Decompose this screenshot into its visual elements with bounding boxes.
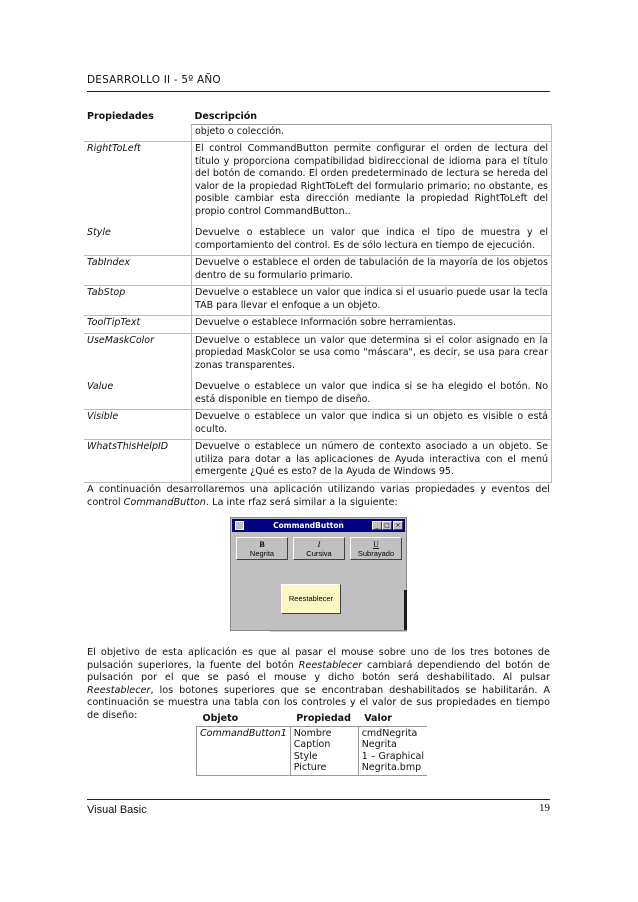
property-item: Caption bbox=[293, 739, 331, 750]
negrita-button[interactable] bbox=[236, 537, 288, 560]
property-description: Devuelve o establece un valor que determina si el color asignado en la propiedad MaskColor se usa como "máscara", es decir, se usa para crear zonas transparentes. bbox=[192, 333, 552, 380]
table-row bbox=[84, 124, 552, 142]
property-name bbox=[84, 124, 192, 142]
objective-emphasis: Reestablecer bbox=[298, 659, 363, 671]
property-name: TabIndex bbox=[84, 256, 192, 286]
properties-table bbox=[84, 110, 552, 483]
maximize-icon[interactable]: □ bbox=[382, 521, 392, 530]
footer-title: Visual Basic bbox=[87, 804, 147, 816]
property-name: ToolTipText bbox=[84, 316, 192, 334]
column-header-descripcion: Descripción bbox=[194, 111, 258, 122]
properties-table-header bbox=[84, 110, 552, 124]
property-name: RightToLeft bbox=[87, 143, 141, 154]
button-label: Subrayado bbox=[357, 549, 395, 558]
column-header-propiedades: Propiedades bbox=[87, 111, 154, 122]
underline-icon: U bbox=[373, 540, 379, 549]
property-description: Devuelve o establece un valor que indica si el usuario puede usar la tecla TAB para llevar el enfoque a un objeto. bbox=[192, 286, 552, 316]
objects-table-header bbox=[197, 712, 428, 726]
value-list bbox=[358, 726, 427, 775]
intro-emphasis: CommandButton bbox=[123, 496, 206, 508]
close-icon[interactable]: × bbox=[393, 521, 403, 530]
window-icon bbox=[235, 521, 244, 530]
italic-icon: I bbox=[317, 540, 321, 549]
table-row bbox=[197, 726, 428, 775]
object-name: CommandButton1 bbox=[197, 726, 291, 775]
value-item: cmdNegrita bbox=[361, 727, 418, 739]
objects-table bbox=[196, 712, 427, 776]
minimize-icon[interactable]: _ bbox=[372, 521, 382, 530]
property-name: UseMaskColor bbox=[87, 334, 155, 346]
property-list bbox=[290, 726, 358, 775]
page-number: 19 bbox=[539, 802, 550, 814]
table-row bbox=[84, 226, 552, 256]
objective-text: , los botones superiores que se encontraban deshabilitados se habilitarán. A continuación se muestra una tabla con los controles y el valor de sus propiedades en tiempo de diseño: bbox=[87, 684, 550, 721]
button-label: Cursiva bbox=[306, 549, 332, 558]
table-row bbox=[84, 286, 552, 316]
column-header-propiedad: Propiedad bbox=[290, 712, 358, 726]
property-name: Style bbox=[84, 226, 192, 256]
objective-text: El objetivo de esta aplicación es que al pasar el mouse sobre uno de los tres botones de pulsación superiores, la fuente del botón bbox=[87, 647, 550, 671]
intro-text: A continuación desarrollaremos una aplicación utilizando varias propiedades y eventos del control bbox=[87, 484, 550, 508]
property-name: Value bbox=[84, 380, 192, 410]
footer-rule bbox=[87, 799, 550, 800]
table-row bbox=[84, 316, 552, 334]
property-description: objeto o colección. bbox=[192, 124, 552, 142]
value-item: Negrita bbox=[361, 739, 397, 750]
value-item: 1 – Graphical bbox=[361, 750, 425, 762]
value-item: Negrita.bmp bbox=[361, 762, 422, 773]
window-titlebar bbox=[232, 519, 405, 532]
table-row bbox=[84, 142, 552, 227]
property-name: Visible bbox=[84, 410, 192, 440]
property-name: TabStop bbox=[84, 286, 192, 316]
reestablecer-button[interactable]: Reestablecer bbox=[281, 584, 341, 614]
intro-paragraph bbox=[87, 484, 550, 509]
property-item: Style bbox=[293, 750, 318, 762]
property-description: Devuelve o establece un valor que indica si un objeto es visible o está oculto. bbox=[192, 410, 552, 440]
table-row bbox=[84, 380, 552, 410]
table-row bbox=[84, 410, 552, 440]
window-edge-bottom bbox=[270, 631, 407, 632]
objective-emphasis: Reestablecer bbox=[87, 684, 151, 696]
objective-text: cambiará dependiendo del botón de pulsación por el que se pasó el mouse y dicho botón será deshabilitado. Al pulsar bbox=[87, 659, 550, 683]
header-rule bbox=[87, 91, 550, 92]
intro-text-end: . La inte rfaz será similar a la siguiente: bbox=[205, 496, 398, 508]
objective-paragraph bbox=[87, 647, 550, 722]
property-description: Devuelve o establece un número de contexto asociado a un objeto. Se utiliza para dotar a las aplicaciones de Ayuda interactiva con el menú emergente ¿Qué es esto? de la Ayuda de Windows 95. bbox=[192, 440, 552, 483]
column-header-valor: Valor bbox=[358, 712, 427, 726]
table-row bbox=[84, 440, 552, 483]
page-header: DESARROLLO II - 5º AÑO bbox=[87, 74, 221, 86]
property-description: Devuelve o establece un valor que indica si se ha elegido el botón. No está disponible en tiempo de diseño. bbox=[192, 380, 552, 410]
window-title: CommandButton bbox=[273, 521, 344, 530]
column-header-objeto: Objeto bbox=[197, 712, 291, 726]
property-name: WhatsThisHelpID bbox=[84, 440, 192, 483]
window-edge bbox=[404, 590, 407, 630]
property-description: Devuelve o establece un valor que indica el tipo de muestra y el comportamiento del control. Es de sólo lectura en tiempo de ejecución. bbox=[192, 226, 552, 256]
property-description: Devuelve o establece el orden de tabulación de la mayoría de los objetos dentro de su formulario primario. bbox=[192, 256, 552, 286]
property-description: El control CommandButton permite configurar el orden de lectura del título y proporciona compatibilidad bidireccional de idioma para el título del botón de comando. El orden predeterminado de lectura se hereda del valor de la propiedad RightToLeft del formulario primario; no obstante, es posible cambiar esta dirección mediante la propiedad RightToLeft del propio control CommandButton.. bbox=[192, 142, 552, 227]
button-label: Negrita bbox=[249, 549, 275, 558]
bold-icon: B bbox=[259, 540, 265, 549]
cursiva-button[interactable] bbox=[293, 537, 345, 560]
property-item: Nombre bbox=[293, 727, 332, 739]
property-item: Picture bbox=[293, 762, 327, 773]
table-row bbox=[84, 256, 552, 286]
table-row bbox=[84, 333, 552, 380]
commandbutton-window bbox=[230, 517, 407, 631]
property-description: Devuelve o establece Información sobre herramientas. bbox=[192, 316, 552, 334]
subrayado-button[interactable] bbox=[350, 537, 402, 560]
